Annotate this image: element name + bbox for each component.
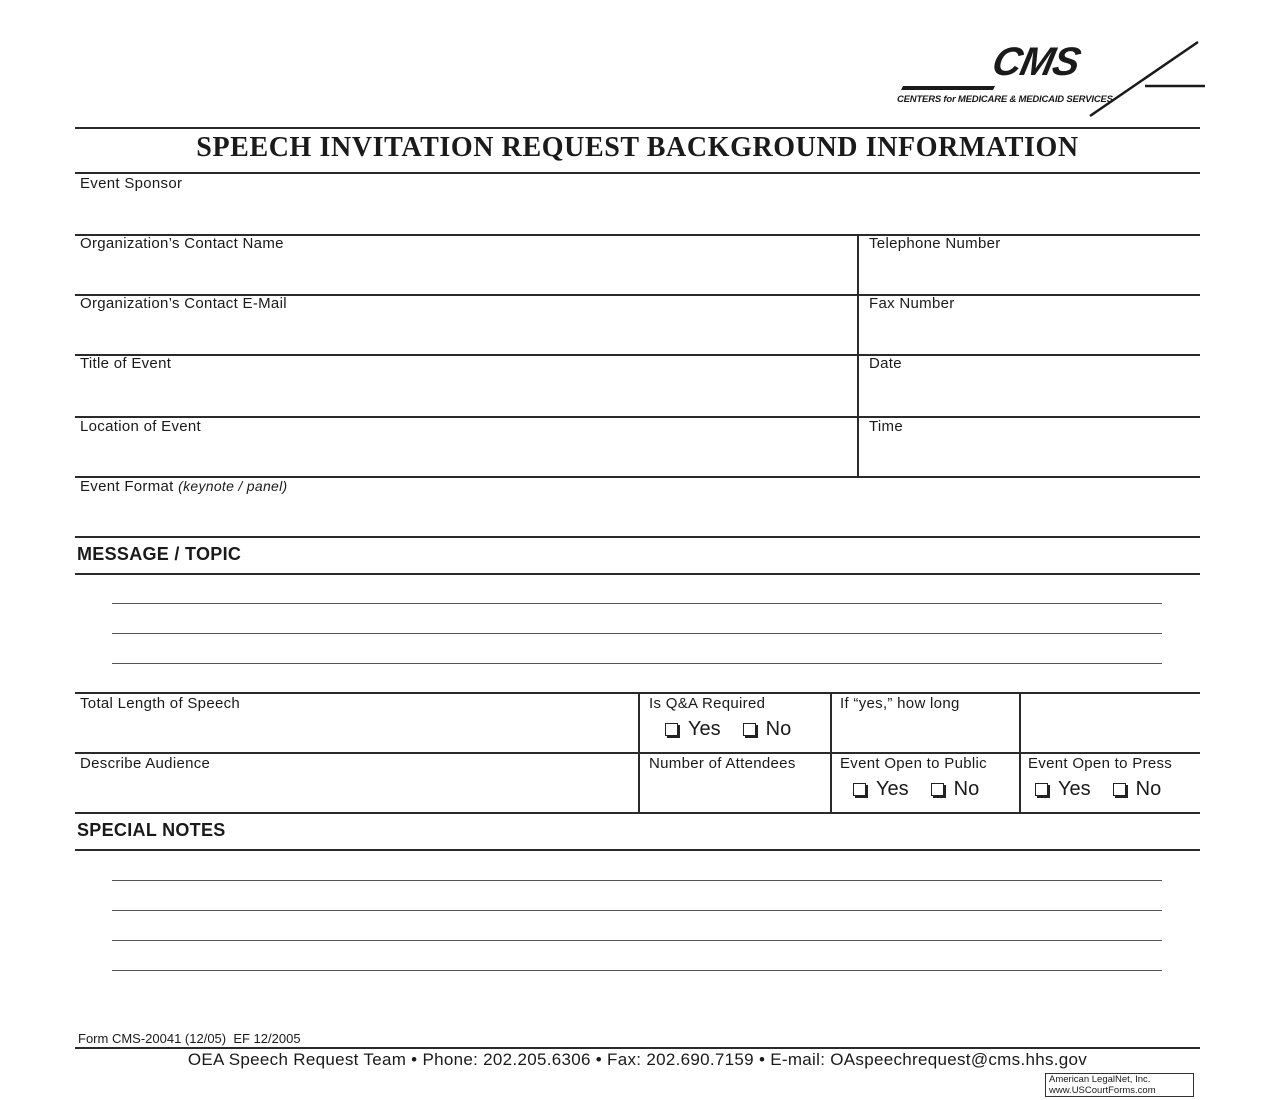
speech-length-input[interactable] bbox=[78, 716, 634, 748]
cms-logo-subtitle: CENTERS for MEDICARE & MEDICAID SERVICES bbox=[897, 94, 1113, 105]
checkbox-icon bbox=[665, 723, 678, 736]
public-yes-checkbox[interactable]: Yes bbox=[853, 778, 909, 801]
divider bbox=[75, 354, 1200, 356]
telephone-input[interactable] bbox=[864, 256, 1198, 290]
contact-name-label: Organization’s Contact Name bbox=[80, 235, 284, 252]
column-divider bbox=[638, 692, 640, 813]
divider bbox=[75, 416, 1200, 418]
contact-email-label: Organization’s Contact E-Mail bbox=[80, 295, 287, 312]
special-notes-line[interactable] bbox=[112, 940, 1162, 941]
legalnet-name: American LegalNet, Inc. bbox=[1049, 1074, 1151, 1085]
contact-info: OEA Speech Request Team • Phone: 202.205.6306 • Fax: 202.690.7159 • E-mail: OAspeechrequest@cms.hhs.gov bbox=[187, 1050, 1088, 1069]
event-sponsor-label: Event Sponsor bbox=[80, 175, 183, 192]
checkbox-icon bbox=[853, 783, 866, 796]
location-input[interactable] bbox=[78, 438, 854, 472]
checkbox-icon bbox=[743, 723, 756, 736]
press-yes-checkbox[interactable]: Yes bbox=[1035, 778, 1091, 801]
open-public-options bbox=[853, 778, 979, 801]
divider bbox=[75, 172, 1200, 174]
fax-input[interactable] bbox=[864, 316, 1198, 350]
audience-input[interactable] bbox=[78, 776, 634, 808]
date-input[interactable] bbox=[864, 376, 1198, 412]
event-format-label bbox=[80, 478, 288, 495]
time-input[interactable] bbox=[864, 438, 1198, 472]
cms-logo-text: CMS bbox=[988, 40, 1084, 84]
divider bbox=[75, 573, 1200, 575]
checkbox-icon bbox=[931, 783, 944, 796]
page-title: SPEECH INVITATION REQUEST BACKGROUND INFORMATION bbox=[196, 132, 1079, 163]
speech-length-label: Total Length of Speech bbox=[80, 695, 241, 712]
event-title-label: Title of Event bbox=[80, 355, 172, 372]
press-no-checkbox[interactable]: No bbox=[1113, 778, 1162, 801]
legalnet-url[interactable]: www.USCourtForms.com bbox=[1049, 1084, 1156, 1096]
attendees-input[interactable] bbox=[643, 776, 827, 808]
public-no-checkbox[interactable]: No bbox=[931, 778, 980, 801]
column-divider bbox=[857, 234, 859, 477]
divider bbox=[75, 1047, 1200, 1049]
special-notes-line[interactable] bbox=[112, 970, 1162, 971]
fax-label: Fax Number bbox=[869, 295, 955, 312]
open-public-label: Event Open to Public bbox=[840, 755, 987, 772]
legalnet-badge bbox=[1045, 1073, 1194, 1097]
qa-required-label: Is Q&A Required bbox=[649, 695, 766, 712]
message-topic-line[interactable] bbox=[112, 663, 1162, 664]
column-divider bbox=[830, 692, 832, 813]
special-notes-line[interactable] bbox=[112, 910, 1162, 911]
attendees-label: Number of Attendees bbox=[649, 755, 796, 772]
qa-required-options bbox=[665, 718, 791, 741]
open-press-label: Event Open to Press bbox=[1028, 755, 1173, 772]
time-label: Time bbox=[869, 418, 903, 435]
divider bbox=[75, 536, 1200, 538]
qa-no-checkbox[interactable]: No bbox=[743, 718, 792, 741]
date-label: Date bbox=[869, 355, 902, 372]
message-topic-heading: MESSAGE / TOPIC bbox=[77, 544, 242, 564]
contact-email-input[interactable] bbox=[78, 316, 854, 350]
event-title-input[interactable] bbox=[78, 376, 854, 412]
divider bbox=[75, 127, 1200, 129]
event-format-input[interactable] bbox=[78, 498, 1196, 532]
checkbox-icon bbox=[1113, 783, 1126, 796]
message-topic-line[interactable] bbox=[112, 633, 1162, 634]
contact-name-input[interactable] bbox=[78, 256, 854, 290]
column-divider bbox=[1019, 692, 1021, 813]
telephone-label: Telephone Number bbox=[869, 235, 1001, 252]
checkbox-icon bbox=[1035, 783, 1048, 796]
form-id: Form CMS-20041 (12/05) EF 12/2005 bbox=[78, 1031, 301, 1046]
location-label: Location of Event bbox=[80, 418, 202, 435]
qa-length-label: If “yes,” how long bbox=[840, 695, 960, 712]
event-sponsor-input[interactable] bbox=[78, 196, 1196, 230]
qa-length-input[interactable] bbox=[1024, 698, 1198, 748]
special-notes-line[interactable] bbox=[112, 880, 1162, 881]
open-press-options bbox=[1035, 778, 1161, 801]
special-notes-heading: SPECIAL NOTES bbox=[77, 820, 226, 840]
event-format-hint: (keynote / panel) bbox=[178, 478, 288, 494]
divider bbox=[75, 849, 1200, 851]
audience-label: Describe Audience bbox=[80, 755, 211, 772]
message-topic-line[interactable] bbox=[112, 603, 1162, 604]
event-format-label-text: Event Format bbox=[80, 478, 174, 495]
qa-yes-checkbox[interactable]: Yes bbox=[665, 718, 721, 741]
